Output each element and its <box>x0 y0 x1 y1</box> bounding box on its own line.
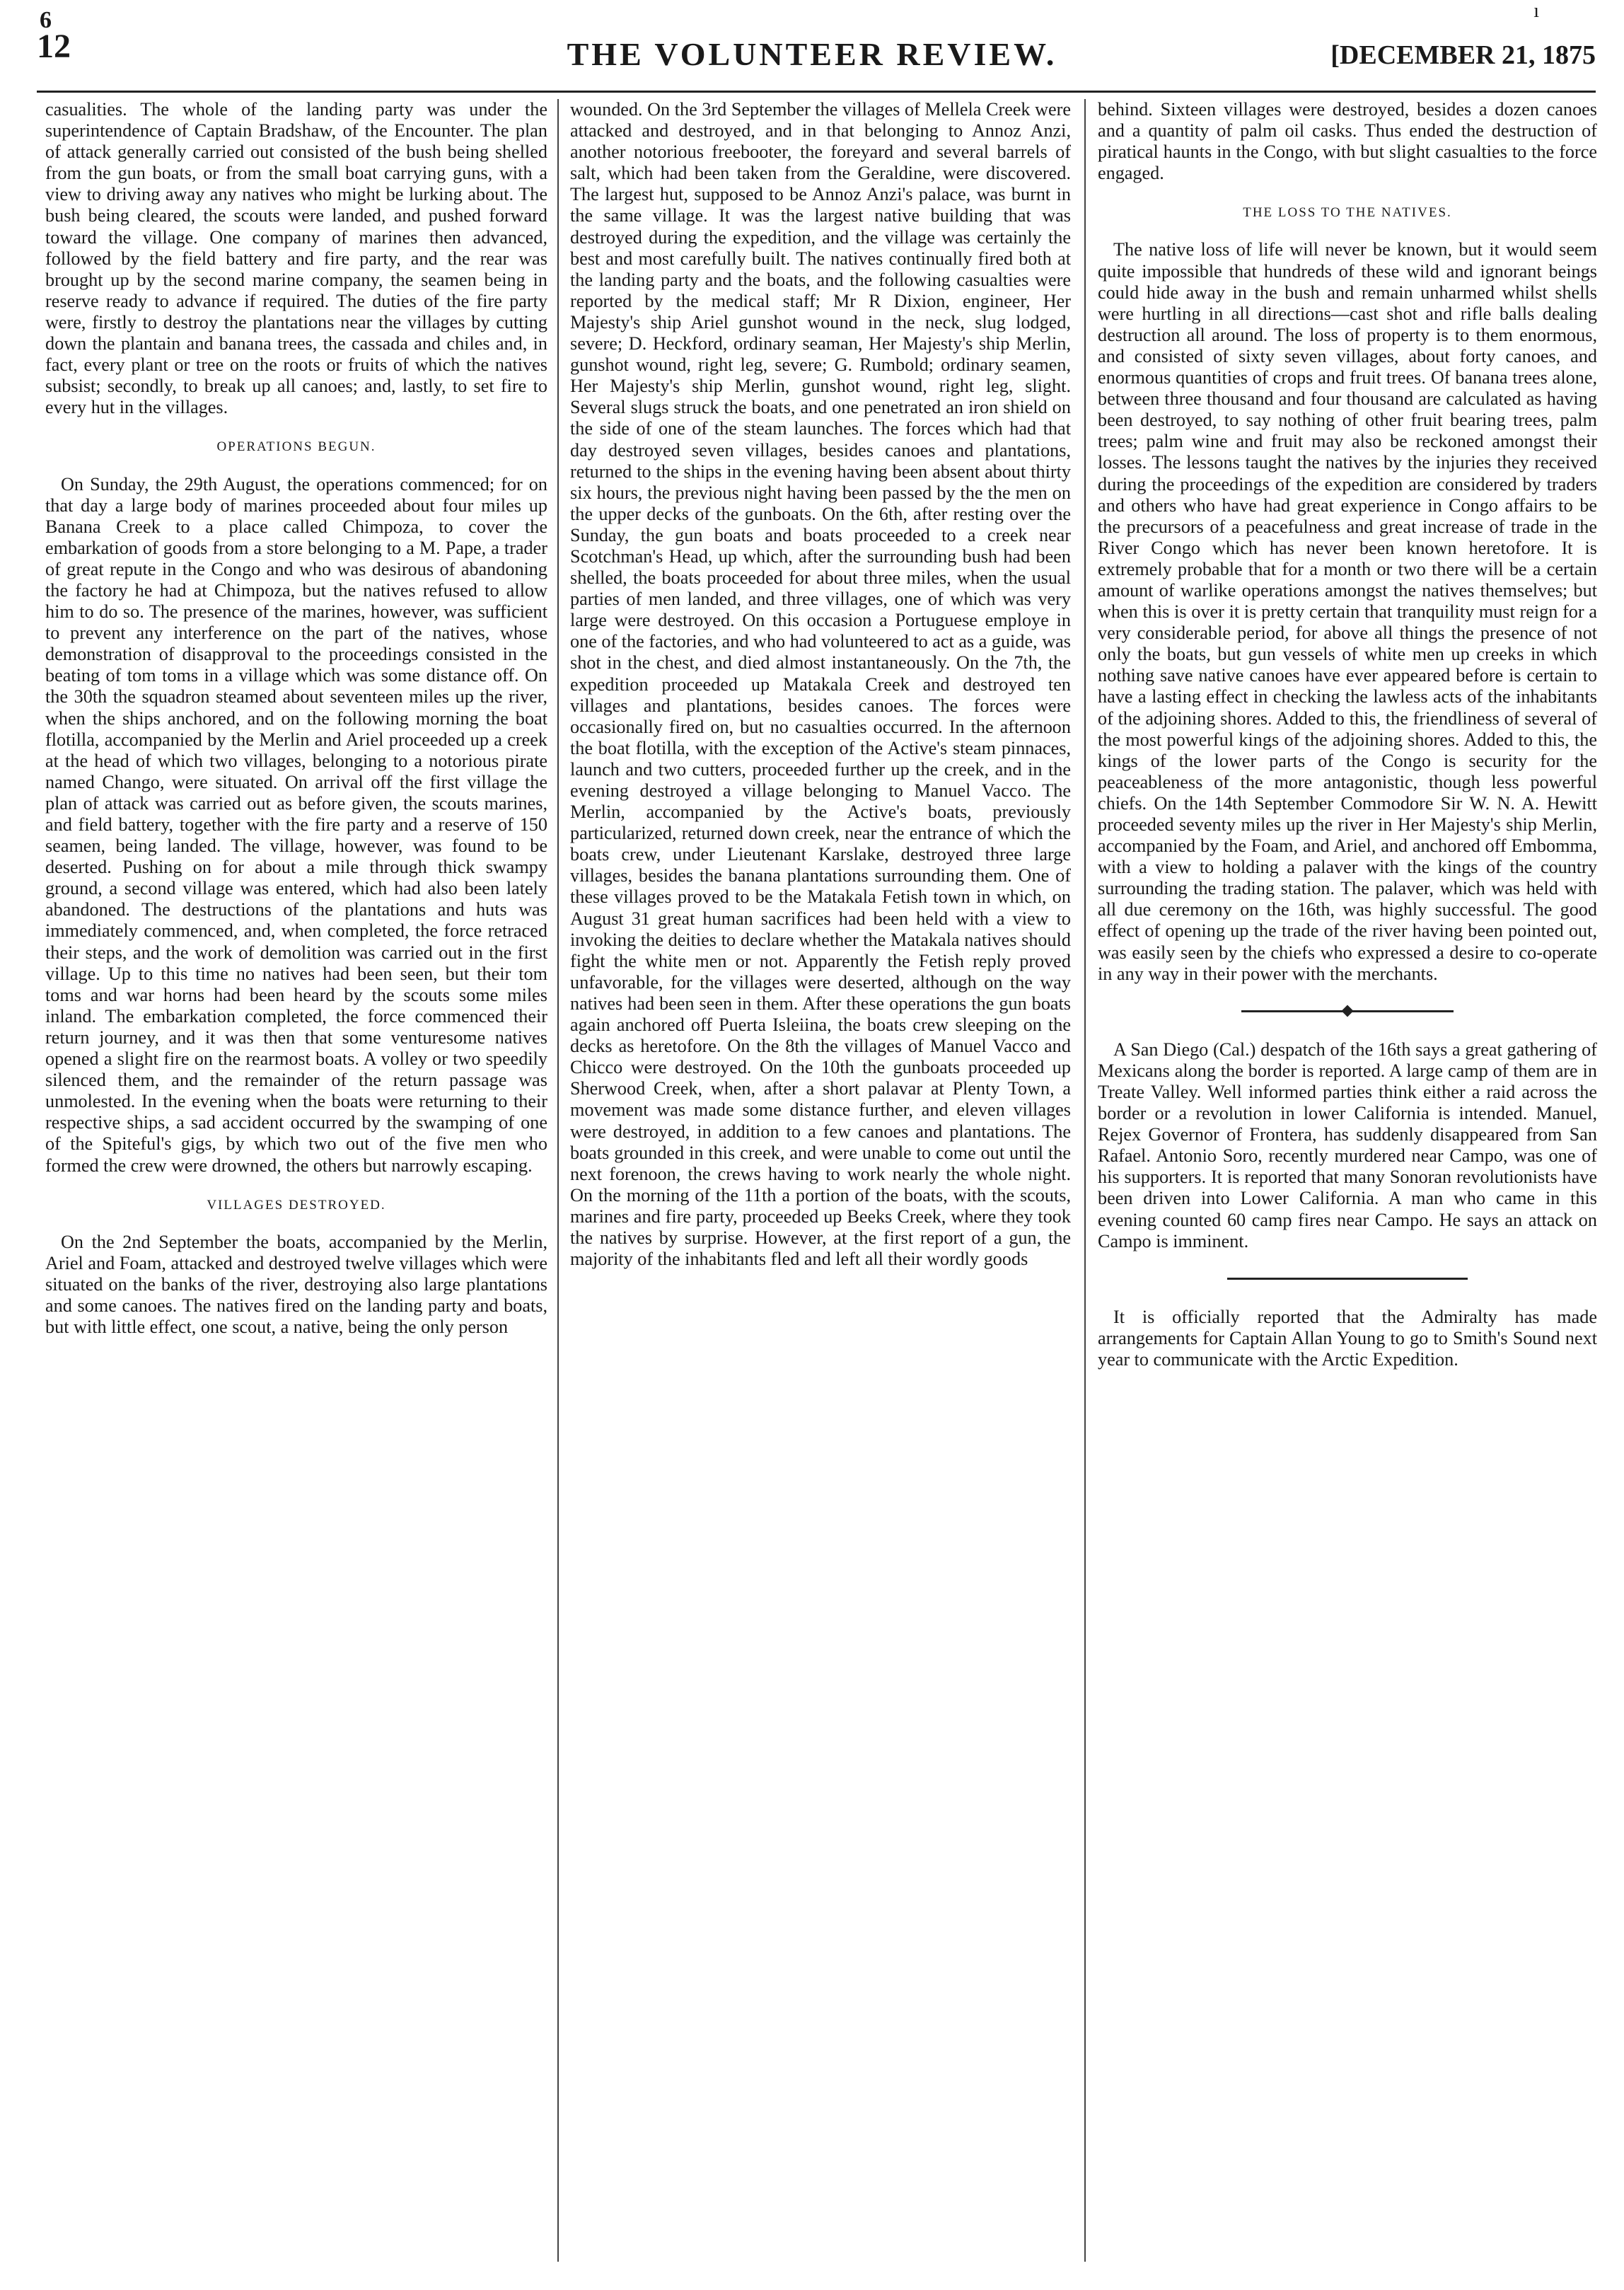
masthead-title: THE VOLUNTEER REVIEW. <box>567 36 1057 72</box>
page-number-mark: 6 <box>40 7 52 33</box>
column-1 <box>45 99 547 2269</box>
article-paragraph: It is officially reported that the Admiralty has made arrangements for Captain Allan Young to go to Smith's Sound next year to communicate with the Arctic Expedition. <box>1098 1306 1597 1370</box>
issue-date: [DECEMBER 21, 1875 <box>1330 40 1596 70</box>
page-header <box>0 0 1624 96</box>
article-paragraph: A San Diego (Cal.) despatch of the 16th says a great gathering of Mexicans along the border is reported. A large camp of them are in Treate Valley. Well informed parties think either a raid across the border or a revolution in lower California is intended. Manuel, Rejex Governor of Frontera, has suddenly disappeared from San Rafael. Antonio Soro, recently murdered near Campo, was one of his supporters. It is reported that many Sonoran revolutionists have been driven into Lower California. A man who came in this evening counted 60 camp fires near Campo. He says an attack on Campo is imminent. <box>1098 1039 1597 1251</box>
section-heading: OPERATIONS BEGUN. <box>216 439 376 455</box>
column-3 <box>1098 99 1597 2269</box>
article-paragraph: casualities. The whole of the landing party was under the superintendence of Captain Bradshaw, of the Encounter. The plan of attack generally carried out consisted of the bush being shelled from the gun boats, or from the small boat carrying guns, with a view to driving away any natives who might be lurking about. The bush being cleared, the scouts were landed, and pushed forward toward the village. One company of marines then advanced, followed by the field battery and fire party, and the rear was brought up by the second marine company, the seamen being in reserve ready to advance if required. The duties of the fire party were, firstly to destroy the plantations near the villages by cutting down the plantain and banana trees, the cassada and chiles and, in fact, every plant or tree on the roots or fruits of which the natives subsist; secondly, to break up all canoes; and, lastly, to set fire to every hut in the villages. <box>45 99 547 418</box>
column-rule-1 <box>557 99 559 2262</box>
header-rule <box>37 91 1596 93</box>
column-rule-2 <box>1084 99 1086 2262</box>
section-heading: VILLAGES DESTROYED. <box>207 1197 386 1213</box>
page-number: 6 12 <box>37 7 71 65</box>
article-divider <box>1227 1278 1468 1280</box>
article-paragraph: The native loss of life will never be known, but it would seem quite impossible that hundreds of these wild and ignorant beings could hide away in the bush and remain unharmed whilst shells were hurtling in all directions—cast shot and rifle balls dealing destruction all around. The loss of property is to them enormous, and consisted of sixty seven villages, about forty canoes, and enormous quantities of crops and fruit trees. Of banana trees alone, between three thousand and four thousand are calculated as having been destroyed, to say nothing of other fruit bearing trees, palm trees; palm wine and fruit may also be reckoned amongst their losses. The lessons taught the natives by the injuries they received during the proceedings of the expedition are considered by traders and others who have had great experience in Congo affairs to be the precursors of a peacefulness and great increase of trade in the River Congo which has never been known heretofore. It is extremely probable that for a month or two there will be a certain amount of warlike operations amongst the natives themselves; but when this is over it is pretty certain that tranquility must reign for a very considerable period, for above all things the presence of not only the boats, but gun vessels of white men up creeks in which nothing save native canoes have ever appeared before is certain to have a lasting effect in checking the lawless acts of the inhabitants of the adjoining shores. Added to this, the friendliness of several of the most powerful kings of the adjoining shores. Added to this, the kings of the lower parts of the Congo is security for the peaceableness of the more antagonistic, though less powerful chiefs. On the 14th September Commodore Sir W. N. A. Hewitt proceeded seventy miles up the river in Her Majesty's ship Merlin, accompanied by the Foam, and Ariel, and anchored off Embomma, with a view to holding a palaver with the kings of the country surrounding the trading station. The palaver, which was held with all due ceremony on the 16th, was highly successful. The good effect of opening up the trade of the river having been pointed out, was easily seen by the chiefs who expressed a desire to co-operate in any way in their power with the merchants. <box>1098 239 1597 984</box>
section-heading: THE LOSS TO THE NATIVES. <box>1243 205 1452 221</box>
article-paragraph: wounded. On the 3rd September the villages of Mellela Creek were attacked and destroyed, and in that belonging to Annoz Anzi, another notorious freebooter, the foreyard and several barrels of salt, which had been taken from the Geraldine, were discovered. The largest hut, supposed to be Annoz Anzi's palace, was burnt in the same village. It was the largest native building that was destroyed during the expedition, and the village was certainly the best and most carefully built. The natives continually fired both at the landing party and the boats, and the following casualties were reported by the medical staff; Mr R Dixion, engineer, Her Majesty's ship Ariel gunshot wound in the neck, slug lodged, severe; D. Heckford, ordinary seaman, Her Majesty's ship Merlin, gunshot wound, right leg, severe; G. Rumbold; ordinary seamen, Her Majesty's ship Merlin, gunshot wound, right leg, slight. Several slugs struck the boats, and one penetrated an iron shield on the side of one of the steam launches. The forces which had that day destroyed seven villages, besides canoes and plantations, returned to the ships in the evening having been absent about thirty six hours, the previous night having been passed by the the men on the upper decks of the gunboats. On the 6th, after resting over the Sunday, the gun boats and boats proceeded to a creek near Scotchman's Head, up which, after the surrounding bush had been shelled, the boats proceeded for about three miles, when the usual parties of men landed, and three villages, one of which was very large were destroyed. On this occasion a Portuguese employe in one of the factories, and who had volunteered to act as a guide, was shot in the chest, and died almost instantaneously. On the 7th, the expedition proceeded up Matakala Creek and destroyed ten villages and plantations, besides canoes. The forces were occasionally fired on, but no casualties occurred. In the afternoon the boat flotilla, with the exception of the Active's steam pinnaces, launch and two cutters, proceeded further up the creek, and in the evening destroyed a village belonging to Manuel Vacco. The Merlin, accompanied by the Active's boats, previously particularized, returned down creek, near the entrance of which the boats crew, under Lieutenant Karslake, destroyed three large villages, besides the banana plantations surrounding them. One of these villages proved to be the Matakala Fetish town in which, on August 31 great human sacrifices had been held with a view to invoking the deities to declare whether the Matakala natives should fight the white men or not. Apparently the Fetish reply proved unfavorable, for the villages were deserted, although on the way natives had been seen in them. After these operations the gun boats again anchored off Puerta Isleiina, the boats crew sleeping on the decks as heretofore. On the 8th the villages of Manuel Vacco and Chicco were destroyed. On the 10th the gunboats proceeded up Sherwood Creek, when, after a short palavar at Plenty Town, a movement was made some distance further, and eleven villages were destroyed, in addition to a few canoes and plantations. The boats grounded in this creek, and were unable to come out until the next forenoon, the crews having to work nearly the whole night. On the morning of the 11th a portion of the boats, with the scouts, marines and fire party, proceeded up Beeks Creek, where they took the natives by surprise. However, at the first report of a gun, the majority of the inhabitants fled and left all their wordly goods <box>570 99 1071 1270</box>
article-divider <box>1241 1010 1454 1012</box>
article-paragraph: On Sunday, the 29th August, the operations commenced; for on that day a large body of marines proceeded about four miles up Banana Creek to a place called Chimpoza, to cover the embarkation of goods from a store belonging to a M. Pape, a trader of great repute in the Congo and who was desirous of abandoning the factory he had at Chimpoza, but the natives refused to allow him to do so. The presence of the marines, however, was sufficient to prevent any interference on the part of the natives, whose demonstration of disapproval to the proceedings consisted in the beating of tom toms in a village which was some distance off. On the 30th the squadron steamed about seventeen miles up the river, when the ships anchored, and on the following morning the boat flotilla, accompanied by the Merlin and Ariel proceeded up a creek at the head of which two villages, belonging to a notorious pirate named Chango, were situated. On arrival off the first village the plan of attack was carried out as before given, the scouts marines, and field battery, together with the fire party and a reserve of 150 seamen, being landed. The village, however, was found to be deserted. Pushing on for about a mile through thick swampy ground, a second village was entered, which had also been lately abandoned. The destructions of the plantations and huts was immediately commenced, and, when completed, the force retraced their steps, and the work of demolition was carried out in the first village. Up to this time no natives had been seen, but their tom toms and war horns had been heard by the scouts some miles inland. The embarkation completed, the force commenced their return journey, and it was then that some venturesome natives opened a slight fire on the rearmost boats. A volley or two speedily silenced them, and the remainder of the return passage was unmolested. In the evening when the boats were returning to their respective ships, a sad accident occurred by the swamping of one of the Spiteful's gigs, by which two out of the five men who formed the crew were drowned, the others but narrowly escaping. <box>45 473 547 1176</box>
column-2 <box>570 99 1071 2269</box>
article-paragraph: On the 2nd September the boats, accompanied by the Merlin, Ariel and Foam, attacked and destroyed twelve villages which were situated on the banks of the river, destroying also large plantations and some canoes. The natives fired on the landing party and boats, but with little effect, one scout, a native, being the only person <box>45 1231 547 1338</box>
divider-ornament <box>1342 1005 1354 1017</box>
article-paragraph: behind. Sixteen villages were destroyed, besides a dozen canoes and a quantity of palm oil casks. Thus ended the destruction of piratical haunts in the Congo, with but slight casualties to the force engaged. <box>1098 99 1597 184</box>
top-mark: ı <box>1533 0 1539 22</box>
